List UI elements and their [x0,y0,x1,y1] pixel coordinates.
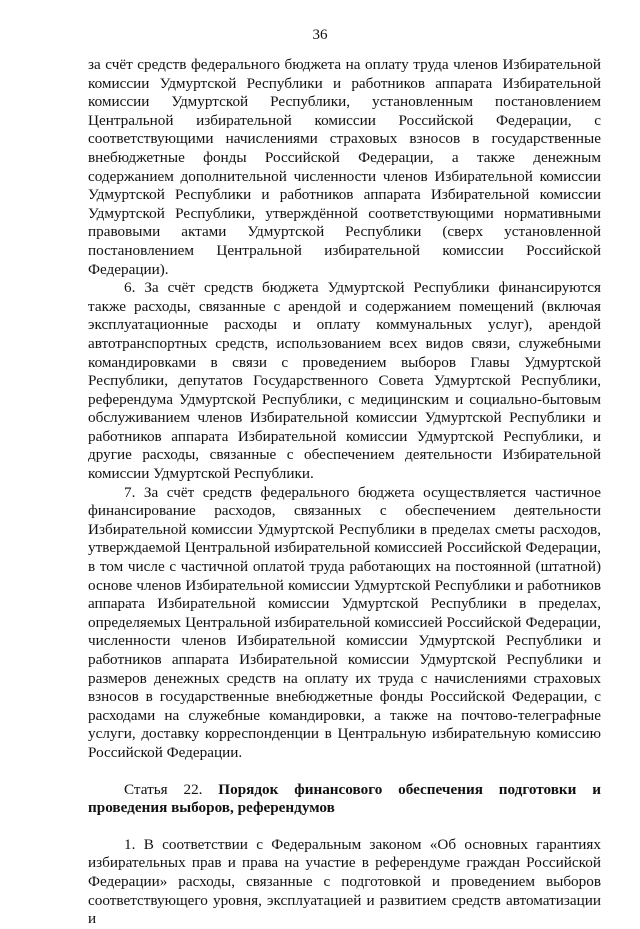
paragraph-continuation: за счёт средств федерального бюджета на оплату труда членов Избирательной комиссии Удмуртской Республики и работников аппарата Избирательной комиссии Удмуртской Республики, установленным постановлением Центральной избирательной комиссии Российской Федерации, с соответствующими начислениями страховых взносов в государственные внебюджетные фонды Российской Федерации, а также денежным содержанием дополнительной численности членов Избирательной комиссии Удмуртской Республики и работников аппарата Избирательной комиссии Удмуртской Республики, утверждённой соответствующими нормативными правовыми актами Удмуртской Республики (сверх установленной постановлением Центральной избирательной комиссии Российской Федерации). [88,56,601,278]
document-body [88,56,601,929]
article-heading [88,781,601,818]
paragraph-6: 6. За счёт средств бюджета Удмуртской Республики финансируются также расходы, связанные с арендой и содержанием помещений (включая эксплуатационные расходы и оплату коммунальных услуг), арендой автотранспортных средств, использованием всех видов связи, служебными командировками в связи с проведением выборов Главы Удмуртской Республики, депутатов Государственного Совета Удмуртской Республики, референдума Удмуртской Республики, с медицинским и социально-бытовым обслуживанием членов Избирательной комиссии Удмуртской Республики и работников аппарата Избирательной комиссии Удмуртской Республики, и другие расходы, связанные с обеспечением деятельности Избирательной комиссии Удмуртской Республики. [88,279,601,483]
page-number: 36 [312,27,328,43]
article-paragraph-1: 1. В соответствии с Федеральным законом «Об основных гарантиях избирательных прав и права на участие в референдуме граждан Российской Федерации» расходы, связанные с подготовкой и проведением выборов соответствующего уровня, эксплуатацией и развитием средств автоматизации и [88,835,601,928]
article-label: Статья 22. [124,780,219,798]
article-title: Порядок финансового обеспечения подготовки и проведения выборов, референдумов [88,780,601,817]
paragraph-7: 7. За счёт средств федерального бюджета осуществляется частичное финансирование расходов, связанных с обеспечением деятельности Избирательной комиссии Удмуртской Республики в пределах сметы расходов, утверждаемой Центральной избирательной комиссией Российской Федерации, в том числе с частичной оплатой труда работающих на постоянной (штатной) основе членов Избирательной комиссии Удмуртской Республики и работников аппарата Избирательной комиссии Удмуртской Республики в пределах, определяемых Центральной избирательной комиссией Российской Федерации, численности членов Избирательной комиссии Удмуртской Республики и работников аппарата Избирательной комиссии Удмуртской Республики и размеров денежных средств на оплату их труда с начислениями страховых взносов в государственные внебюджетные фонды Российской Федерации, с расходами на служебные командировки, а также на почтово-телеграфные услуги, доставку корреспонденции в Центральную избирательную комиссию Российской Федерации. [88,483,601,761]
